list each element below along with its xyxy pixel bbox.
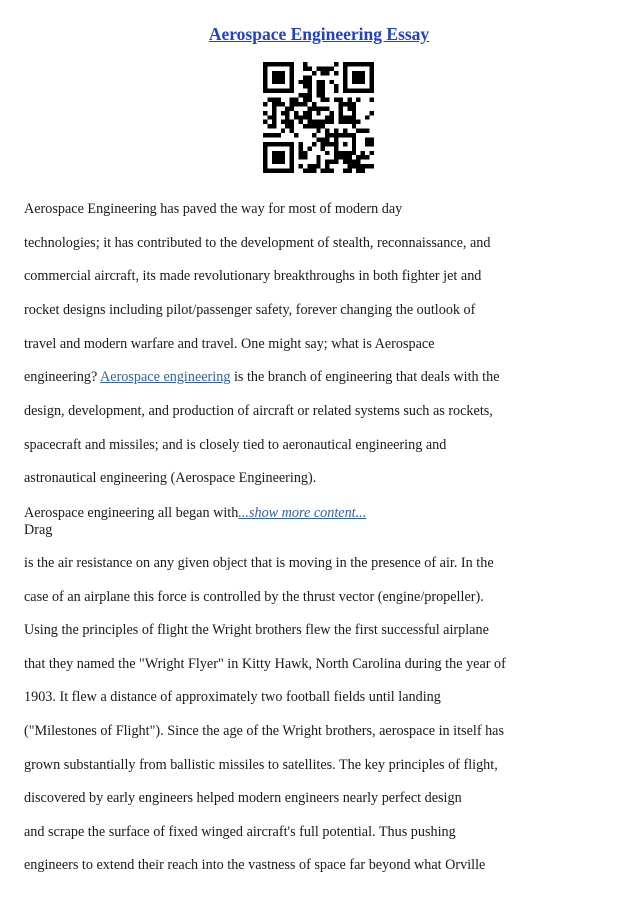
text-line: Aerospace Engineering has paved the way for most of modern day bbox=[24, 201, 403, 217]
text-fragment: is the branch of engineering that deals with the bbox=[230, 369, 500, 385]
text-line: design, development, and production of aircraft or related systems such as rockets, bbox=[24, 403, 493, 419]
text-line bbox=[24, 369, 500, 386]
text-line: that they named the "Wright Flyer" in Kitty Hawk, North Carolina during the year of bbox=[24, 656, 506, 672]
text-line: 1903. It flew a distance of approximately two football fields until landing bbox=[24, 689, 441, 705]
text-line: travel and modern warfare and travel. One might say; what is Aerospace bbox=[24, 336, 435, 352]
text-line: technologies; it has contributed to the development of stealth, reconnaissance, and bbox=[24, 235, 491, 251]
text-line: discovered by early engineers helped modern engineers nearly perfect design bbox=[24, 790, 462, 806]
section-word: Drag bbox=[24, 522, 53, 538]
text-line: engineers to extend their reach into the vastness of space far beyond what Orville bbox=[24, 857, 486, 873]
text-line: spacecraft and missiles; and is closely tied to aeronautical engineering and bbox=[24, 437, 447, 453]
aerospace-engineering-link[interactable]: Aerospace engineering bbox=[100, 369, 231, 385]
qr-code bbox=[263, 62, 374, 173]
text-line: rocket designs including pilot/passenger safety, forever changing the outlook of bbox=[24, 302, 476, 318]
text-line: grown substantially from ballistic missiles to satellites. The key principles of flight, bbox=[24, 757, 498, 773]
text-line: ("Milestones of Flight"). Since the age of the Wright brothers, aerospace in itself has bbox=[24, 723, 504, 739]
essay-title-link[interactable]: Aerospace Engineering Essay bbox=[208, 24, 430, 44]
text-line: Using the principles of flight the Wright brothers flew the first successful airplane bbox=[24, 622, 489, 638]
text-line: is the air resistance on any given object that is moving in the presence of air. In the bbox=[24, 555, 494, 571]
teaser-text: Aerospace engineering all began with bbox=[24, 505, 239, 521]
text-line: commercial aircraft, its made revolutionary breakthroughs in both fighter jet and bbox=[24, 268, 482, 284]
text-fragment: engineering? bbox=[24, 369, 101, 385]
essay-title bbox=[0, 24, 638, 45]
show-more-link[interactable]: ...show more content... bbox=[238, 505, 367, 521]
teaser-line bbox=[24, 505, 366, 522]
text-line: case of an airplane this force is controlled by the thrust vector (engine/propeller). bbox=[24, 589, 484, 605]
text-line: astronautical engineering (Aerospace Engineering). bbox=[24, 470, 317, 486]
text-line: and scrape the surface of fixed winged aircraft's full potential. Thus pushing bbox=[24, 824, 456, 840]
